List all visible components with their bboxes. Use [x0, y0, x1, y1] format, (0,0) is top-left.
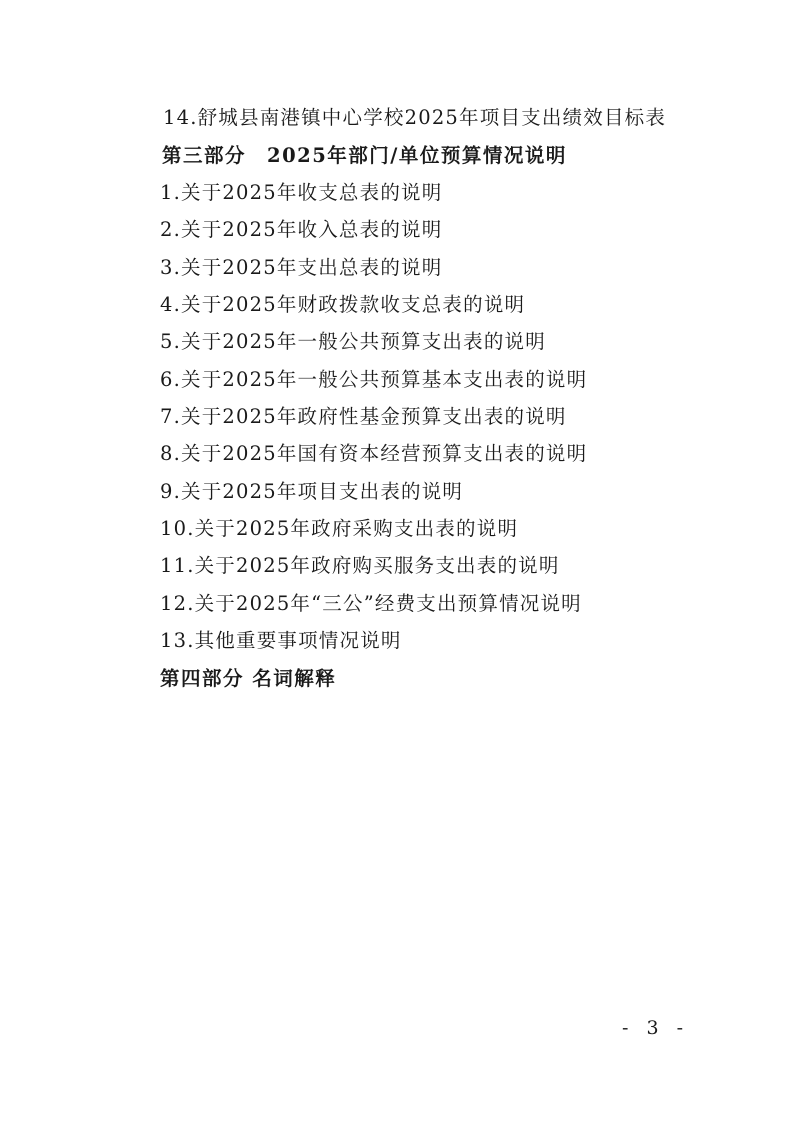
toc-part3-item-2: 2.关于2025年收入总表的说明 — [160, 218, 443, 241]
toc-part3-item-7: 7.关于2025年政府性基金预算支出表的说明 — [160, 405, 567, 428]
toc-part3-item-13: 13.其他重要事项情况说明 — [160, 629, 402, 652]
toc-item-14: 14.舒城县南港镇中心学校2025年项目支出绩效目标表 — [163, 106, 667, 129]
toc-part3-item-10: 10.关于2025年政府采购支出表的说明 — [160, 517, 519, 540]
toc-part3-item-5: 5.关于2025年一般公共预算支出表的说明 — [160, 330, 546, 353]
toc-part4-heading: 第四部分 名词解释 — [160, 667, 337, 690]
toc-part3-item-1: 1.关于2025年收支总表的说明 — [160, 181, 443, 204]
toc-part3-item-3: 3.关于2025年支出总表的说明 — [160, 256, 443, 279]
page-number: - 3 - — [622, 1017, 690, 1039]
toc-part3-heading: 第三部分 2025年部门/单位预算情况说明 — [162, 144, 567, 167]
toc-part3-item-4: 4.关于2025年财政拨款收支总表的说明 — [160, 293, 526, 316]
toc-part3-item-8: 8.关于2025年国有资本经营预算支出表的说明 — [160, 442, 588, 465]
toc-part3-item-9: 9.关于2025年项目支出表的说明 — [160, 480, 464, 503]
toc-part3-item-6: 6.关于2025年一般公共预算基本支出表的说明 — [160, 368, 588, 391]
toc-part3-item-11: 11.关于2025年政府购买服务支出表的说明 — [160, 554, 560, 577]
toc-part3-item-12: 12.关于2025年“三公”经费支出预算情况说明 — [160, 592, 582, 615]
